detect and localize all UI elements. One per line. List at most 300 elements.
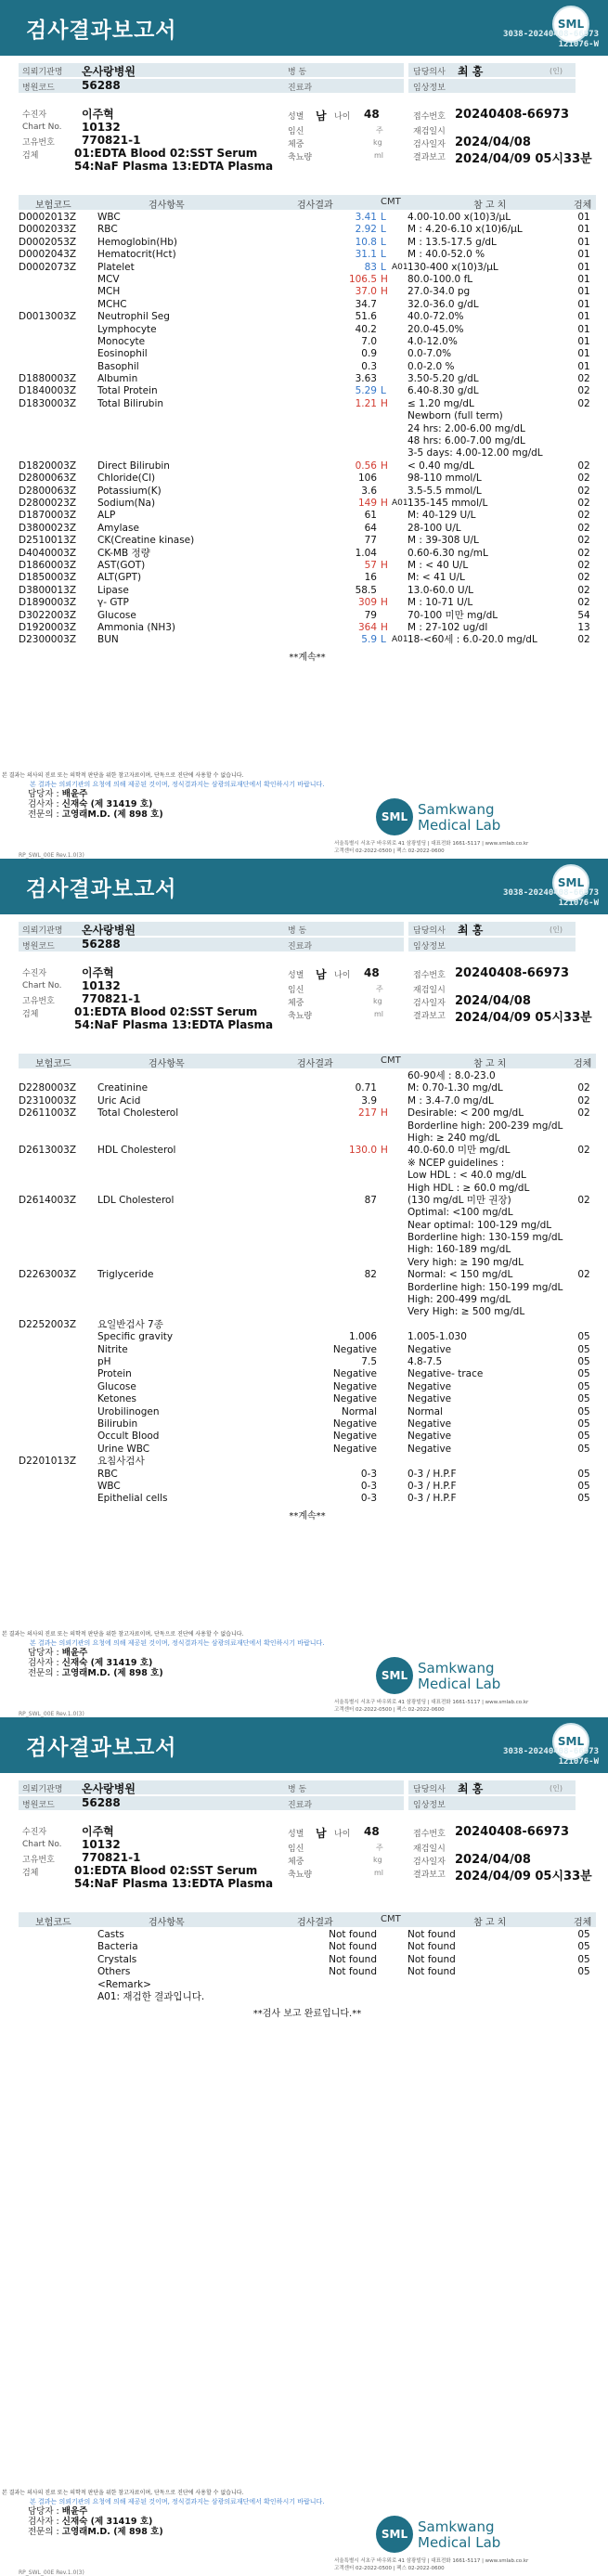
row-flag: H [381, 621, 388, 633]
specialist-name: 고영래M.D. (제 898 호) [61, 1668, 163, 1678]
col-name: 검사항목 [149, 1918, 185, 1928]
row-code: D3800013Z [19, 584, 77, 596]
request-number: 20240408-66973 [455, 108, 569, 122]
chart-label: Chart No. [22, 1840, 62, 1849]
table-row [19, 1070, 596, 1082]
row-result: Not found [329, 1953, 377, 1965]
row-flag: L [381, 634, 386, 646]
row-flag: L [381, 249, 386, 261]
row-name: γ- GTP [97, 597, 129, 609]
row-name: Glucose [97, 1380, 136, 1392]
row-name: Uric Acid [97, 1094, 141, 1107]
result-rows [19, 1929, 596, 2020]
row-specimen: 02 [577, 597, 590, 609]
sml-logo-icon: SML [552, 1723, 589, 1760]
weight-unit: kg [373, 997, 382, 1005]
row-code: D2280003Z [19, 1082, 77, 1094]
row-reference: < 0.40 mg/dL [407, 460, 474, 472]
row-reference: 80.0-100.0 fL [407, 273, 473, 285]
lab-address2: 고객센터 02-2022-0500 | 팩스 02-2022-0600 [334, 2566, 445, 2571]
request-number: 20240408-66973 [455, 1825, 569, 1839]
row-specimen: 01 [577, 224, 590, 236]
row-reference: Optimal: <100 mg/dL [407, 1207, 513, 1219]
tester-label: 검사자 : [28, 2517, 59, 2527]
lab-name-line1: Samkwang [418, 2518, 495, 2535]
row-result: 0.71 [355, 1082, 377, 1094]
row-code: D2310003Z [19, 1094, 77, 1107]
row-reference: Borderline high: 130-159 mg/dL [407, 1232, 563, 1244]
row-name: Occult Blood [97, 1430, 160, 1443]
row-result: 1.006 [348, 1331, 377, 1343]
row-reference: 6.40-8.30 g/dL [407, 385, 479, 397]
report-header [0, 0, 608, 56]
row-code: D1890003Z [19, 597, 77, 609]
row-reference: 4.00-10.00 x(10)3/μL [407, 212, 511, 223]
table-row [19, 361, 596, 373]
urine-unit: ml [374, 1010, 384, 1018]
form-number: RP_SWL_00E Rev.1.0(3) [19, 1711, 84, 1717]
row-specimen: 02 [577, 497, 590, 509]
test-date: 2024/04/08 [455, 1853, 531, 1867]
row-specimen: 05 [577, 1405, 590, 1417]
doctor-sign: (인) [550, 67, 563, 75]
row-name: 요일반검사 7종 [97, 1318, 163, 1330]
row-flag: L [381, 212, 386, 223]
specimen-line1: 01:EDTA Blood 02:SST Serum [74, 147, 258, 160]
col-result: 검사결과 [297, 201, 333, 211]
document-number [459, 1747, 599, 1767]
table-row [19, 237, 596, 249]
testdate-label: 검사일자 [413, 140, 446, 149]
row-code: D1870003Z [19, 510, 77, 522]
row-reference: 40.0-72.0% [407, 311, 464, 323]
row-reference: 3.50-5.20 g/dL [407, 373, 479, 385]
incharge-name: 배윤주 [61, 1648, 88, 1658]
lab-address1: 서울특별시 서초구 바우뫼로 41 삼광빌딩 | 대표전화 1661-5117 | www.smlab.co.kr [334, 1700, 529, 1705]
row-specimen: 01 [577, 249, 590, 261]
row-code: D2263003Z [19, 1269, 77, 1281]
doctor-name: 최 홍 [458, 1782, 484, 1795]
col-note: 검체 [574, 1918, 592, 1928]
col-ref: 참 고 치 [473, 1918, 507, 1928]
table-header [19, 1912, 596, 1927]
row-code: D1850003Z [19, 572, 77, 584]
pregnancy-label: 임신 [288, 1845, 304, 1854]
col-name: 검사항목 [149, 1059, 185, 1069]
chart-number: 10132 [82, 979, 121, 992]
testdate-label: 검사일자 [413, 999, 446, 1008]
table-row [19, 1430, 596, 1443]
row-result: 58.5 [355, 584, 377, 596]
row-reference: 98-110 mmol/L [407, 472, 482, 485]
row-reference: High: 200-499 mg/dL [407, 1294, 511, 1306]
row-reference: Not found [407, 1929, 456, 1940]
hospital-code: 56288 [82, 79, 121, 92]
row-result: 61 [364, 510, 377, 522]
birth-number: 770821-1 [82, 134, 141, 147]
row-name: LDL Cholesterol [97, 1194, 175, 1206]
row-result: Negative [332, 1343, 377, 1355]
specialist-name: 고영래M.D. (제 898 호) [61, 2527, 163, 2537]
row-reference: M : 3.4-7.0 mg/dL [407, 1094, 494, 1107]
row-specimen: 01 [577, 323, 590, 335]
report-page [0, 1717, 608, 2576]
row-specimen: 02 [577, 510, 590, 522]
row-flag: H [381, 286, 388, 298]
incharge-label: 담당자 : [28, 1648, 59, 1658]
row-reference: ≤ 1.20 mg/dL [407, 397, 474, 409]
table-row [19, 212, 596, 224]
row-result: 57 [364, 559, 377, 571]
table-row [19, 1107, 596, 1120]
row-result: 106.5 [348, 273, 377, 285]
row-name: Crystals [97, 1953, 137, 1965]
row-name: Total Protein [97, 385, 158, 397]
urine-label: 축뇨량 [288, 153, 313, 162]
row-result: 217 [357, 1107, 377, 1120]
row-result: Negative [332, 1417, 377, 1430]
birth-label: 고유번호 [22, 997, 55, 1006]
row-reference: ※ NCEP guidelines : [407, 1157, 505, 1169]
doctor-name: 최 홍 [458, 924, 484, 937]
birth-number: 770821-1 [82, 1851, 141, 1864]
row-reference: Negative [407, 1430, 452, 1443]
ward-label: 병 동 [288, 1785, 307, 1794]
row-code: D1920003Z [19, 621, 77, 633]
table-row [19, 1381, 596, 1393]
weight-label: 체중 [288, 1858, 304, 1867]
col-code: 보험코드 [35, 201, 71, 211]
row-code: D2614003Z [19, 1194, 77, 1206]
table-row [19, 1331, 596, 1343]
info-band [19, 938, 288, 951]
age-value: 48 [364, 1825, 380, 1838]
row-specimen: 02 [577, 572, 590, 584]
table-row [19, 1368, 596, 1380]
table-row [19, 1418, 596, 1430]
row-specimen: 02 [577, 547, 590, 559]
incharge-label: 담당자 : [28, 789, 59, 799]
form-number: RP_SWL_00E Rev.1.0(3) [19, 2570, 84, 2576]
row-code: D2800063Z [19, 485, 77, 497]
footer-notice1: 본 결과는 의사의 진료 또는 의학적 판단을 위한 참고자료이며, 단독으로 진단에 사용할 수 없습니다. [2, 2490, 244, 2496]
chart-number: 10132 [82, 121, 121, 134]
row-code: D2800023Z [19, 497, 77, 509]
row-specimen: 05 [577, 1493, 590, 1505]
footer-notice2: 본 결과는 의뢰기관의 요청에 의해 제공된 것이며, 정식결과지는 삼광의료재단에서 확인하시기 바랍니다. [30, 1639, 325, 1647]
table-row [19, 1319, 596, 1331]
row-specimen: 02 [577, 1145, 590, 1157]
document-number [459, 888, 599, 909]
row-name: Total Cholesterol [97, 1107, 179, 1120]
row-flag: H [381, 497, 388, 509]
row-specimen: 05 [577, 1343, 590, 1355]
age-label: 나이 [334, 971, 351, 980]
patient-info [0, 56, 608, 176]
row-code: D2611003Z [19, 1107, 77, 1120]
row-specimen: 05 [577, 1468, 590, 1480]
row-code: D4040003Z [19, 547, 77, 559]
row-result: 106 [357, 472, 377, 485]
col-cmt: CMT [381, 1055, 401, 1066]
lab-name-line2: Medical Lab [418, 817, 501, 834]
row-specimen: 02 [577, 1269, 590, 1281]
signatures [28, 2506, 163, 2537]
row-code: D2800063Z [19, 472, 77, 485]
incharge-name: 배윤주 [61, 789, 88, 799]
table-row [19, 1282, 596, 1294]
hospital-name: 온사랑병원 [82, 924, 136, 937]
row-reference: Negative [407, 1343, 452, 1355]
row-cmt: A01 [392, 498, 408, 508]
sml-logo-icon: SML [552, 6, 589, 43]
row-specimen: 05 [577, 1417, 590, 1430]
table-row [19, 435, 596, 447]
hospital-name: 온사랑병원 [82, 1782, 136, 1795]
lab-address1: 서울특별시 서초구 바우뫼로 41 삼광빌딩 | 대표전화 1661-5117 | www.smlab.co.kr [334, 841, 529, 847]
row-reference: 0.0-2.0 % [407, 360, 455, 372]
row-reference: 32.0-36.0 g/dL [407, 298, 479, 310]
row-name: Triglyceride [97, 1269, 154, 1281]
row-name: BUN [97, 634, 119, 646]
row-result: 37.0 [355, 286, 377, 298]
table-row [19, 410, 596, 422]
row-reference: Not found [407, 1966, 456, 1978]
table-row [19, 1469, 596, 1481]
table-row [19, 523, 596, 535]
test-date: 2024/04/08 [455, 994, 531, 1008]
row-name: Bilirubin [97, 1417, 138, 1430]
doctor-sign: (인) [550, 926, 563, 934]
birth-label: 고유번호 [22, 138, 55, 148]
row-reference: Newborn (full term) [407, 410, 503, 422]
row-flag: H [381, 1107, 388, 1120]
lab-logo-icon: SML [376, 2516, 413, 2553]
lab-name [418, 1661, 500, 1692]
table-row [19, 585, 596, 597]
row-specimen: 01 [577, 348, 590, 360]
table-row [19, 1082, 596, 1094]
row-reference: M : 27-102 ug/dl [407, 621, 488, 633]
row-reference: 18-<60세 : 6.0-20.0 mg/dL [407, 634, 537, 646]
row-result: 3.9 [361, 1094, 377, 1107]
request-number: 20240408-66973 [455, 966, 569, 980]
table-row [19, 224, 596, 236]
pregnancy-label: 임신 [288, 986, 304, 995]
col-ref: 참 고 치 [473, 201, 507, 211]
row-specimen: 02 [577, 1094, 590, 1107]
pregnancy-unit: 주 [376, 985, 383, 993]
row-reference: 4.8-7.5 [407, 1355, 443, 1367]
age-value: 48 [364, 108, 380, 121]
row-reference: 0-3 / H.P.F [407, 1468, 457, 1480]
table-header [19, 1054, 596, 1068]
sex-value: 남 [316, 110, 327, 123]
row-specimen: 02 [577, 385, 590, 397]
specialist-label: 전문의 : [28, 1668, 59, 1678]
row-result: Negative [332, 1380, 377, 1392]
row-name: Platelet [97, 261, 135, 273]
row-result: 79 [364, 609, 377, 621]
reportdate-label: 결과보고 [413, 153, 446, 162]
row-reference: 60-90세 : 8.0-23.0 [407, 1070, 496, 1081]
tester-name: 신재숙 (제 31419 호) [61, 2517, 153, 2527]
row-reference: M : 39-308 U/L [407, 535, 479, 547]
specimen-line1: 01:EDTA Blood 02:SST Serum [74, 1005, 258, 1018]
dept-label: 진료과 [288, 84, 313, 93]
lab-address2: 고객센터 02-2022-0500 | 팩스 02-2022-0600 [334, 848, 445, 854]
row-flag: H [381, 273, 388, 285]
row-name: CK-MB 정량 [97, 547, 150, 559]
row-specimen: 05 [577, 1953, 590, 1965]
row-specimen: 02 [577, 397, 590, 409]
row-reference: 13.0-60.0 U/L [407, 584, 473, 596]
doctor-label: 담당의사 [413, 926, 446, 936]
row-reference: 0-3 / H.P.F [407, 1493, 457, 1505]
row-result: Negative [332, 1443, 377, 1455]
row-reference: Very High: ≥ 500 mg/dL [407, 1306, 525, 1318]
row-reference: Negative [407, 1380, 452, 1392]
tester-name: 신재숙 (제 31419 호) [61, 1658, 153, 1668]
document-number-line2: 121076-W [558, 40, 599, 49]
chart-number: 10132 [82, 1838, 121, 1851]
patient-info [0, 1773, 608, 1894]
row-code: D1820003Z [19, 460, 77, 472]
doctor-name: 최 홍 [458, 65, 484, 78]
lab-address2: 고객센터 02-2022-0500 | 팩스 02-2022-0600 [334, 1707, 445, 1713]
table-row [19, 286, 596, 298]
table-row [19, 1356, 596, 1368]
lab-logo-icon: SML [376, 1657, 413, 1694]
hospital-label: 의뢰기관명 [22, 926, 63, 936]
sex-label: 성별 [288, 971, 304, 980]
row-reference: 1.005-1.030 [407, 1331, 467, 1343]
row-result: Negative [332, 1368, 377, 1380]
row-name: WBC [97, 212, 121, 223]
row-reference: 3-5 days: 4.00-12.00 mg/dL [407, 447, 543, 460]
retest-label: 재검일시 [413, 1845, 446, 1854]
row-code: D2252003Z [19, 1318, 77, 1330]
row-result: Normal [342, 1405, 377, 1417]
tester-label: 검사자 : [28, 799, 59, 809]
table-row [19, 1344, 596, 1356]
row-result: Negative [332, 1393, 377, 1405]
hospital-code: 56288 [82, 1796, 121, 1809]
ward-label: 병 동 [288, 68, 307, 77]
row-code: D2300003Z [19, 634, 77, 646]
row-result: 149 [357, 497, 377, 509]
table-row [19, 610, 596, 622]
row-name: Nitrite [97, 1343, 128, 1355]
row-flag: L [381, 261, 386, 273]
row-reference: Negative [407, 1393, 452, 1405]
info-band [19, 79, 288, 93]
row-reference: Borderline high: 200-239 mg/dL [407, 1120, 563, 1132]
row-reference: 28-100 U/L [407, 522, 461, 534]
table-row [19, 1195, 596, 1207]
lab-name-line1: Samkwang [418, 1660, 495, 1676]
row-reference: Normal: < 150 mg/dL [407, 1269, 513, 1281]
row-reference: M : < 40 U/L [407, 559, 469, 571]
hospital-label: 의뢰기관명 [22, 1785, 63, 1794]
row-reference: Desirable: < 200 mg/dL [407, 1107, 524, 1120]
sex-value: 남 [316, 1827, 327, 1840]
table-row [19, 1133, 596, 1145]
row-reference: 135-145 mmol/L [407, 497, 488, 509]
table-row [19, 1183, 596, 1195]
row-name: Casts [97, 1929, 124, 1940]
sml-logo-icon: SML [552, 864, 589, 901]
specimen-line2: 54:NaF Plasma 13:EDTA Plasma [74, 1018, 274, 1031]
col-code: 보험코드 [35, 1918, 71, 1928]
row-specimen: 01 [577, 298, 590, 310]
row-result: 51.6 [355, 311, 377, 323]
row-specimen: 05 [577, 1966, 590, 1978]
row-name: WBC [97, 1480, 121, 1492]
row-specimen: 01 [577, 286, 590, 298]
patient-label: 수진자 [22, 1828, 47, 1837]
specialist-label: 전문의 : [28, 2527, 59, 2537]
lab-name-line1: Samkwang [418, 801, 495, 818]
sex-label: 성별 [288, 112, 304, 122]
row-name: Hemoglobin(Hb) [97, 236, 178, 248]
row-result: 0-3 [360, 1493, 377, 1505]
row-name: Basophil [97, 360, 139, 372]
form-number: RP_SWL_00E Rev.1.0(3) [19, 852, 84, 859]
row-result: 10.8 [355, 236, 377, 248]
row-name: Neutrophil Seg [97, 311, 170, 323]
table-row [19, 485, 596, 498]
dept-label: 진료과 [288, 942, 313, 951]
row-name: Potassium(K) [97, 485, 162, 497]
tester-name: 신재숙 (제 31419 호) [61, 799, 153, 809]
incharge-name: 배윤주 [61, 2506, 88, 2517]
table-row [19, 460, 596, 472]
row-specimen: 05 [577, 1443, 590, 1455]
tester-label: 검사자 : [28, 1658, 59, 1668]
patient-name: 이주혁 [82, 966, 114, 979]
doctor-label: 담당의사 [413, 68, 446, 77]
doctor-sign: (인) [550, 1784, 563, 1793]
row-name: Ketones [97, 1393, 136, 1405]
reportdate-label: 결과보고 [413, 1871, 446, 1880]
row-reference: Not found [407, 1953, 456, 1965]
row-name: Albumin [97, 373, 138, 385]
row-specimen: 01 [577, 212, 590, 223]
specimen-line1: 01:EDTA Blood 02:SST Serum [74, 1864, 258, 1877]
row-name: Urine WBC [97, 1443, 150, 1455]
sex-label: 성별 [288, 1830, 304, 1839]
row-result: 64 [364, 522, 377, 534]
table-row [19, 1393, 596, 1405]
row-name: Protein [97, 1368, 132, 1380]
row-reference: Negative [407, 1443, 452, 1455]
row-flag: L [381, 224, 386, 236]
row-reference: High: 160-189 mg/dL [407, 1244, 511, 1256]
row-specimen: 01 [577, 311, 590, 323]
table-row [19, 1966, 596, 1978]
row-specimen: 05 [577, 1430, 590, 1443]
table-row [19, 1954, 596, 1966]
row-specimen: 05 [577, 1929, 590, 1940]
table-row [19, 1145, 596, 1157]
row-specimen: 05 [577, 1393, 590, 1405]
table-row [19, 385, 596, 397]
row-result: Negative [332, 1430, 377, 1443]
pregnancy-label: 임신 [288, 127, 304, 136]
row-code: D3022003Z [19, 609, 77, 621]
row-reference: 3.5-5.5 mmol/L [407, 485, 482, 497]
